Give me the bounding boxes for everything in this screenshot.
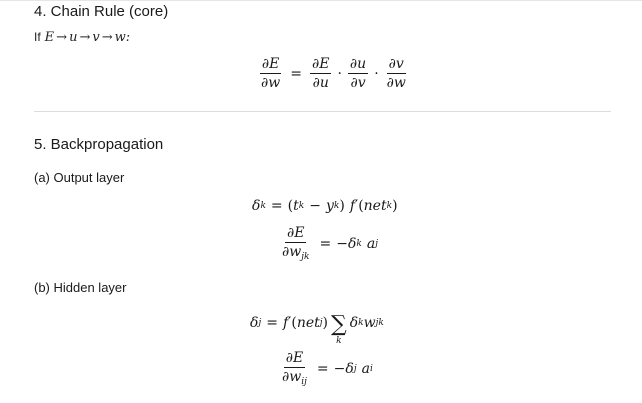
fraction-dv-dw: $\frac{\partial v}{\partial w}$ xyxy=(386,56,406,91)
output-gradient-equation: $\frac{\partial E}{\partial w_{jk}}$ = − δ k a j xyxy=(282,225,379,262)
fraction-dE-dwjk: $\frac{\partial E}{\partial w_{jk}}$ xyxy=(282,225,310,262)
fraction-dE-dw: $\frac{\partial E}{\partial w}$ xyxy=(261,56,281,91)
section-divider xyxy=(34,111,611,112)
section-heading-chain-rule: 4. Chain Rule (core) xyxy=(34,3,169,20)
hidden-delta-equation: δ j = f ′ ( net j ) ∑ k δ k w jk xyxy=(250,312,384,346)
output-delta-equation: δ k = ( t k − y k ) f ′ ( net k ) xyxy=(252,198,398,214)
top-border xyxy=(0,0,642,1)
subheading-output-layer: (a) Output layer xyxy=(34,170,125,185)
chain-rule-equation: $\frac{\partial E}{\partial w}$ = $\frac{\partial E}{\partial u}$ · $\frac{\partial u}{\partial v}$ · $\frac{\partial v}{\partial w}$ xyxy=(261,56,406,91)
lead-prefix: If xyxy=(34,30,41,44)
fraction-du-dv: $\frac{\partial u}{\partial v}$ xyxy=(349,56,367,91)
summation-sign: ∑ k xyxy=(331,312,347,346)
chain-rule-lead xyxy=(34,30,130,45)
subheading-hidden-layer: (b) Hidden layer xyxy=(34,280,127,295)
hidden-gradient-equation: $\frac{\partial E}{\partial w_{ij}}$ = − δ j a i xyxy=(282,350,373,387)
fraction-dE-du: $\frac{\partial E}{\partial u}$ xyxy=(311,56,330,91)
fraction-dE-dwij: $\frac{\partial E}{\partial w_{ij}}$ xyxy=(282,350,307,387)
lead-chain: E → u → v → w: xyxy=(44,30,131,45)
section-heading-backpropagation: 5. Backpropagation xyxy=(34,136,164,153)
